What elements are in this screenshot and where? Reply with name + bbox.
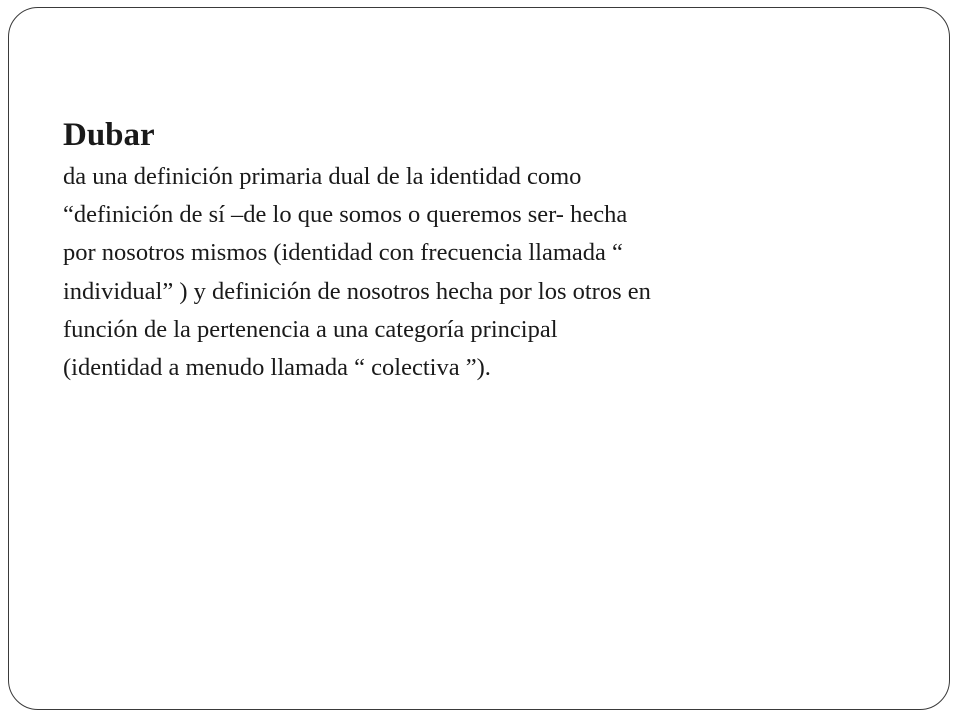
slide-frame (8, 7, 950, 710)
body-line-1: da una definición primaria dual de la identidad como (63, 163, 582, 190)
body-line-2: “definición de sí –de lo que somos o queremos ser- hecha (63, 201, 628, 229)
slide-content (63, 112, 883, 387)
body-line-4: individual” ) y definición de nosotros hecha por los otros en (63, 277, 651, 305)
body-line-6: (identidad a menudo llamada “ colectiva ”). (63, 354, 491, 382)
body-line-5: función de la pertenencia a una categoría principal (63, 315, 558, 343)
body-line-3: por nosotros mismos (identidad con frecuencia llamada “ (63, 239, 623, 267)
slide-title: Dubar (63, 117, 155, 153)
